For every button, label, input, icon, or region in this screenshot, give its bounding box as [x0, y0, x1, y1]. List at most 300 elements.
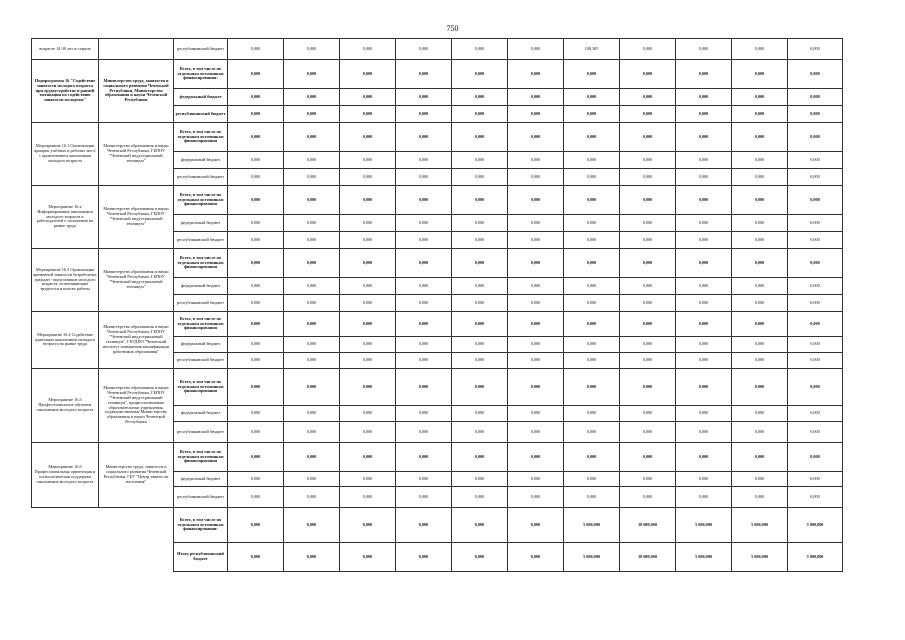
- value-cell: 0,000: [732, 422, 788, 443]
- value-cell: 0,000: [452, 406, 508, 422]
- table-row: [32, 312, 843, 337]
- value-cell: 0,000: [396, 169, 452, 186]
- total-value-cell: 5 000,000: [564, 543, 620, 572]
- value-cell: 0,000: [284, 186, 340, 215]
- value-cell: 0,000: [620, 443, 676, 472]
- value-cell: 0,000: [284, 295, 340, 312]
- value-cell: 0,000: [228, 232, 284, 249]
- value-cell: 0,000: [676, 443, 732, 472]
- value-cell: 0,000: [284, 106, 340, 123]
- value-cell: 0,000: [788, 406, 843, 422]
- total-value-cell: 10 000,000: [620, 543, 676, 572]
- value-cell: 0,000: [396, 89, 452, 106]
- funding-source-cell: федеральный бюджет: [174, 406, 228, 422]
- value-cell: 0,000: [564, 60, 620, 89]
- funding-source-cell: Всего, в том числе по отдельным источникам финансирования: [174, 186, 228, 215]
- value-cell: 0,000: [620, 60, 676, 89]
- executor-cell: Министерство образования и науки Чеченской Республики, ГБПОУ "Чеченский индустриальный техникум": [99, 249, 174, 312]
- program-name-cell: Мероприятие 16.3 Организация временной занятости безработных граждан - выпускников молодого возраста, испытывающих трудности в поиске работы: [32, 249, 99, 312]
- value-cell: 0,000: [284, 406, 340, 422]
- value-cell: 0,000: [564, 487, 620, 508]
- value-cell: 0,000: [228, 152, 284, 169]
- funding-source-cell: Всего, в том числе по отдельным источникам финансирования: [174, 369, 228, 406]
- value-cell: 0,000: [284, 369, 340, 406]
- value-cell: 0,000: [228, 422, 284, 443]
- value-cell: 0,000: [676, 369, 732, 406]
- value-cell: 0,000: [452, 312, 508, 337]
- value-cell: 0,000: [452, 215, 508, 232]
- total-value-cell: 0,000: [452, 508, 508, 543]
- table-row: [32, 508, 843, 543]
- value-cell: 0,000: [452, 169, 508, 186]
- value-cell: 0,000: [396, 312, 452, 337]
- total-value-cell: 5 000,000: [732, 543, 788, 572]
- value-cell: 0,000: [340, 249, 396, 278]
- value-cell: 0,000: [284, 152, 340, 169]
- value-cell: 0,000: [508, 106, 564, 123]
- value-cell: 0,000: [508, 60, 564, 89]
- total-value-cell: 0,000: [396, 543, 452, 572]
- value-cell: 0,000: [732, 487, 788, 508]
- value-cell: 0,000: [228, 337, 284, 353]
- value-cell: 0,000: [284, 278, 340, 295]
- value-cell: 0,000: [732, 312, 788, 337]
- value-cell: 0,000: [228, 123, 284, 152]
- value-cell: 0,000: [508, 152, 564, 169]
- value-cell: 0,000: [228, 443, 284, 472]
- funding-source-cell: республиканский бюджет: [174, 422, 228, 443]
- value-cell: 0,000: [508, 215, 564, 232]
- value-cell: 0,000: [620, 278, 676, 295]
- value-cell: 0,000: [340, 295, 396, 312]
- value-cell: 0,000: [396, 186, 452, 215]
- funding-source-cell: Всего, в том числе по отдельным источникам финансирования: [174, 123, 228, 152]
- total-value-cell: 10 000,000: [620, 508, 676, 543]
- total-value-cell: 0,000: [508, 543, 564, 572]
- value-cell: 0,000: [508, 123, 564, 152]
- value-cell: 0,000: [452, 472, 508, 487]
- value-cell: 0,000: [396, 249, 452, 278]
- value-cell: 0,000: [788, 422, 843, 443]
- funding-source-cell: федеральный бюджет: [174, 472, 228, 487]
- value-cell: 0,000: [284, 487, 340, 508]
- value-cell: 0,000: [620, 369, 676, 406]
- value-cell: 0,000: [788, 487, 843, 508]
- value-cell: 0,000: [396, 106, 452, 123]
- value-cell: 0,000: [396, 232, 452, 249]
- value-cell: 0,000: [788, 123, 843, 152]
- value-cell: 0,000: [508, 406, 564, 422]
- value-cell: 0,000: [508, 312, 564, 337]
- value-cell: 0,000: [228, 369, 284, 406]
- funding-source-cell: республиканский бюджет: [174, 106, 228, 123]
- value-cell: 0,000: [788, 60, 843, 89]
- value-cell: 0,000: [620, 487, 676, 508]
- value-cell: 0,000: [396, 406, 452, 422]
- value-cell: 0,000: [676, 295, 732, 312]
- value-cell: 0,000: [284, 215, 340, 232]
- funding-source-cell: республиканский бюджет: [174, 295, 228, 312]
- table-row: [32, 123, 843, 152]
- program-name-cell: Мероприятие 16.5 Профессиональное обучение школьников молодого возраста: [32, 369, 99, 443]
- value-cell: 0,000: [620, 39, 676, 60]
- value-cell: 0,000: [284, 249, 340, 278]
- table-row: [32, 186, 843, 215]
- value-cell: 0,000: [340, 152, 396, 169]
- value-cell: 0,000: [564, 472, 620, 487]
- value-cell: 0,000: [732, 60, 788, 89]
- program-name-cell: Мероприятие 16.2 Информирование школьников молодого возраста и работодателей о положении на рынке труда: [32, 186, 99, 249]
- value-cell: 0,000: [676, 353, 732, 369]
- value-cell: 0,000: [508, 249, 564, 278]
- value-cell: 0,000: [676, 337, 732, 353]
- funding-source-cell: Всего, в том числе по отдельным источникам финансирования: [174, 312, 228, 337]
- value-cell: 0,000: [228, 472, 284, 487]
- value-cell: 0,000: [732, 215, 788, 232]
- value-cell: 0,000: [396, 422, 452, 443]
- value-cell: 0,000: [620, 337, 676, 353]
- value-cell: 0,000: [228, 89, 284, 106]
- value-cell: 0,000: [396, 295, 452, 312]
- value-cell: 0,000: [732, 353, 788, 369]
- value-cell: 0,000: [788, 312, 843, 337]
- value-cell: 0,000: [620, 215, 676, 232]
- value-cell: 0,000: [788, 369, 843, 406]
- value-cell: 0,000: [228, 295, 284, 312]
- value-cell: 0,000: [564, 337, 620, 353]
- total-value-cell: 5 000,000: [676, 543, 732, 572]
- value-cell: 0,000: [620, 353, 676, 369]
- value-cell: 0,000: [340, 232, 396, 249]
- value-cell: 0,000: [228, 215, 284, 232]
- value-cell: 0,000: [676, 186, 732, 215]
- value-cell: 0,000: [564, 312, 620, 337]
- value-cell: 0,000: [284, 169, 340, 186]
- value-cell: 0,000: [732, 152, 788, 169]
- value-cell: 0,000: [340, 422, 396, 443]
- value-cell: 0,000: [788, 353, 843, 369]
- value-cell: 0,000: [564, 89, 620, 106]
- value-cell: 0,000: [508, 169, 564, 186]
- value-cell: 0,000: [396, 487, 452, 508]
- value-cell: 0,000: [228, 278, 284, 295]
- value-cell: 0,000: [508, 487, 564, 508]
- program-name-cell: Мероприятие 16.4 Содействие адаптации школьников молодого возраста на рынке труда: [32, 312, 99, 369]
- value-cell: 0,000: [228, 249, 284, 278]
- value-cell: 0,000: [340, 369, 396, 406]
- value-cell: 0,000: [676, 39, 732, 60]
- value-cell: 0,000: [564, 169, 620, 186]
- value-cell: 0,000: [452, 443, 508, 472]
- value-cell: 0,000: [676, 106, 732, 123]
- value-cell: 0,000: [788, 295, 843, 312]
- value-cell: 0,000: [732, 39, 788, 60]
- value-cell: 0,000: [508, 278, 564, 295]
- value-cell: 0,000: [676, 312, 732, 337]
- value-cell: 0,000: [788, 278, 843, 295]
- value-cell: 0,000: [508, 369, 564, 406]
- value-cell: 0,000: [564, 369, 620, 406]
- table-row: [32, 369, 843, 406]
- value-cell: 0,000: [564, 406, 620, 422]
- total-value-cell: 0,000: [508, 508, 564, 543]
- value-cell: 0,000: [340, 60, 396, 89]
- value-cell: 0,000: [564, 422, 620, 443]
- value-cell: 0,000: [788, 215, 843, 232]
- value-cell: 0,000: [564, 186, 620, 215]
- total-value-cell: 0,000: [396, 508, 452, 543]
- value-cell: 0,000: [620, 232, 676, 249]
- value-cell: 0,000: [620, 169, 676, 186]
- value-cell: 0,000: [452, 89, 508, 106]
- value-cell: 0,000: [452, 295, 508, 312]
- value-cell: 0,000: [396, 60, 452, 89]
- total-source-cell: Всего, в том числе по отдельным источникам финансирования:: [174, 508, 228, 543]
- value-cell: 0,000: [788, 472, 843, 487]
- executor-cell: Министерство труда, занятости и социального развития Чеченской Республики, ГБУ "Центр занятости населения": [99, 443, 174, 508]
- value-cell: 0,000: [564, 106, 620, 123]
- value-cell: 0,000: [732, 443, 788, 472]
- value-cell: 0,000: [340, 406, 396, 422]
- value-cell: 0,000: [452, 422, 508, 443]
- value-cell: 0,000: [452, 249, 508, 278]
- total-source-cell: Итого республиканский бюджет: [174, 543, 228, 572]
- funding-source-cell: республиканский бюджет: [174, 39, 228, 60]
- executor-cell: Министерство образования и науки Чеченской Республики, ГБПОУ "Чеченский индустриальный техникум": [99, 123, 174, 186]
- value-cell: 0,000: [284, 60, 340, 89]
- value-cell: 0,000: [788, 249, 843, 278]
- funding-source-cell: Всего, в том числе по отдельным источникам финансирования: [174, 443, 228, 472]
- value-cell: 0,000: [452, 369, 508, 406]
- total-value-cell: 5 000,000: [732, 508, 788, 543]
- value-cell: 0,000: [228, 353, 284, 369]
- value-cell: 0,000: [284, 443, 340, 472]
- funding-source-cell: республиканский бюджет: [174, 487, 228, 508]
- value-cell: 0,000: [284, 232, 340, 249]
- table-row: [32, 39, 843, 60]
- value-cell: 0,000: [396, 337, 452, 353]
- value-cell: 0,000: [340, 169, 396, 186]
- value-cell: 0,000: [452, 123, 508, 152]
- value-cell: 0,000: [676, 487, 732, 508]
- value-cell: 0,000: [732, 106, 788, 123]
- value-cell: 0,000: [396, 472, 452, 487]
- total-value-cell: 0,000: [340, 508, 396, 543]
- value-cell: 0,000: [284, 39, 340, 60]
- value-cell: 0,000: [564, 123, 620, 152]
- value-cell: 0,000: [788, 337, 843, 353]
- table-row: [32, 443, 843, 472]
- value-cell: 0,000: [620, 295, 676, 312]
- value-cell: 0,000: [788, 152, 843, 169]
- executor-cell: Министерство образования и науки Чеченской Республики, ГБПОУ "Чеченский индустриальный техникум": [99, 186, 174, 249]
- value-cell: 0,000: [340, 106, 396, 123]
- empty-cell: [32, 508, 174, 543]
- value-cell: 0,000: [676, 123, 732, 152]
- executor-cell: Министерство труда, занятости и социального развития Чеченской Республики, Министерство образования и науки Чеченской Республики: [99, 60, 174, 123]
- value-cell: 0,000: [508, 39, 564, 60]
- value-cell: 0,000: [340, 487, 396, 508]
- value-cell: 0,000: [676, 232, 732, 249]
- value-cell: 0,000: [732, 89, 788, 106]
- total-value-cell: 0,000: [340, 543, 396, 572]
- value-cell: 0,000: [564, 295, 620, 312]
- funding-source-cell: Всего, в том числе по отдельным источникам финансирования:: [174, 60, 228, 89]
- budget-table-body: [32, 39, 843, 572]
- value-cell: 0,000: [620, 472, 676, 487]
- funding-source-cell: федеральный бюджет: [174, 89, 228, 106]
- total-value-cell: 0,000: [228, 543, 284, 572]
- value-cell: 0,000: [732, 337, 788, 353]
- program-name-cell: Подпрограмма 16 "Содействие занятости молодого возраста при трудоустройстве и ранней мотивации по содействию занятости молодежи": [32, 60, 99, 123]
- value-cell: 0,000: [340, 312, 396, 337]
- value-cell: 0,000: [284, 337, 340, 353]
- value-cell: 0,000: [564, 353, 620, 369]
- funding-source-cell: республиканский бюджет: [174, 353, 228, 369]
- executor-cell: Министерство образования и науки Чеченской Республики, ГБПОУ "Чеченский индустриальный техникум", профессиональные образовательные учреждения, подведомственные Министерству образования и науки Чеченской Республики: [99, 369, 174, 443]
- value-cell: 0,000: [620, 106, 676, 123]
- value-cell: 0,000: [564, 215, 620, 232]
- value-cell: 0,000: [564, 278, 620, 295]
- funding-source-cell: федеральный бюджет: [174, 215, 228, 232]
- value-cell: 0,000: [508, 443, 564, 472]
- value-cell: 0,000: [788, 169, 843, 186]
- value-cell: 0,000: [732, 186, 788, 215]
- program-name-cell: Мероприятие 16.1 Организация ярмарок учебных и рабочих мест, с привлечением школьников молодого возраста: [32, 123, 99, 186]
- total-value-cell: 0,000: [452, 543, 508, 572]
- value-cell: 0,000: [340, 186, 396, 215]
- value-cell: 0,000: [452, 232, 508, 249]
- value-cell: 0,000: [508, 472, 564, 487]
- funding-source-cell: федеральный бюджет: [174, 152, 228, 169]
- value-cell: 0,000: [564, 443, 620, 472]
- value-cell: 0,000: [452, 278, 508, 295]
- funding-source-cell: федеральный бюджет: [174, 337, 228, 353]
- value-cell: 0,000: [228, 169, 284, 186]
- value-cell: 0,000: [284, 472, 340, 487]
- funding-source-cell: Всего, в том числе по отдельным источникам финансирования: [174, 249, 228, 278]
- value-cell: 0,000: [228, 39, 284, 60]
- value-cell: 0,000: [396, 278, 452, 295]
- total-value-cell: 5 000,000: [564, 508, 620, 543]
- value-cell: 0,000: [732, 232, 788, 249]
- value-cell: 0,000: [788, 186, 843, 215]
- total-value-cell: 0,000: [284, 543, 340, 572]
- value-cell: 0,000: [564, 249, 620, 278]
- value-cell: 0,000: [452, 186, 508, 215]
- total-value-cell: 5 000,000: [788, 508, 843, 543]
- value-cell: 0,000: [396, 123, 452, 152]
- value-cell: 0,000: [676, 472, 732, 487]
- value-cell: 0,000: [340, 278, 396, 295]
- value-cell: 0,000: [788, 232, 843, 249]
- value-cell: 0,000: [676, 152, 732, 169]
- value-cell: 0,000: [396, 369, 452, 406]
- value-cell: 0,000: [452, 487, 508, 508]
- value-cell: 0,000: [396, 39, 452, 60]
- value-cell: 0,000: [732, 369, 788, 406]
- total-value-cell: 0,000: [284, 508, 340, 543]
- value-cell: 0,000: [620, 406, 676, 422]
- value-cell: 0,000: [620, 312, 676, 337]
- value-cell: 0,000: [228, 406, 284, 422]
- value-cell: 0,000: [788, 89, 843, 106]
- table-row: [32, 60, 843, 89]
- value-cell: 0,000: [452, 60, 508, 89]
- total-value-cell: 0,000: [228, 508, 284, 543]
- funding-source-cell: республиканский бюджет: [174, 232, 228, 249]
- value-cell: 0,000: [788, 106, 843, 123]
- value-cell: 0,000: [396, 443, 452, 472]
- value-cell: 0,000: [228, 312, 284, 337]
- value-cell: 0,000: [284, 422, 340, 443]
- value-cell: 0,000: [620, 249, 676, 278]
- value-cell: 0,000: [340, 443, 396, 472]
- value-cell: 0,000: [340, 89, 396, 106]
- value-cell: 0,000: [452, 106, 508, 123]
- value-cell: 0,000: [732, 249, 788, 278]
- value-cell: 0,000: [452, 152, 508, 169]
- value-cell: 0,000: [732, 406, 788, 422]
- value-cell: 0,000: [340, 353, 396, 369]
- value-cell: 0,000: [564, 232, 620, 249]
- value-cell: 0,000: [396, 353, 452, 369]
- value-cell: 0,000: [340, 215, 396, 232]
- value-cell: 0,000: [676, 278, 732, 295]
- value-cell: 0,000: [620, 89, 676, 106]
- value-cell: 0,000: [228, 60, 284, 89]
- value-cell: 0,000: [732, 278, 788, 295]
- value-cell: 0,000: [228, 186, 284, 215]
- value-cell: 0,000: [340, 337, 396, 353]
- value-cell: 0,000: [508, 295, 564, 312]
- value-cell: 0,000: [676, 422, 732, 443]
- value-cell: 0,000: [620, 186, 676, 215]
- value-cell: 0,000: [452, 337, 508, 353]
- value-cell: 0,000: [676, 215, 732, 232]
- value-cell: 0,000: [732, 169, 788, 186]
- value-cell: 0,000: [620, 152, 676, 169]
- value-cell: 0,000: [508, 422, 564, 443]
- funding-source-cell: республиканский бюджет: [174, 169, 228, 186]
- value-cell: 0,000: [284, 353, 340, 369]
- value-cell: 0,000: [508, 353, 564, 369]
- value-cell: 0,000: [452, 39, 508, 60]
- budget-table: [31, 38, 843, 572]
- value-cell: 0,000: [452, 353, 508, 369]
- value-cell: 0,000: [396, 215, 452, 232]
- value-cell: 0,000: [732, 123, 788, 152]
- value-cell: 0,000: [340, 123, 396, 152]
- value-cell: 0,000: [788, 39, 843, 60]
- value-cell: 0,000: [564, 152, 620, 169]
- value-cell: 0,000: [228, 106, 284, 123]
- total-value-cell: 5 000,000: [788, 543, 843, 572]
- value-cell: 0,000: [340, 472, 396, 487]
- funding-source-cell: федеральный бюджет: [174, 278, 228, 295]
- value-cell: 0,000: [732, 472, 788, 487]
- value-cell: 0,000: [676, 89, 732, 106]
- value-cell: 0,000: [284, 312, 340, 337]
- value-cell: 0,000: [340, 39, 396, 60]
- value-cell: 108,305: [564, 39, 620, 60]
- table-row: [32, 543, 843, 572]
- executor-cell: [99, 39, 174, 60]
- value-cell: 0,000: [284, 123, 340, 152]
- value-cell: 0,000: [676, 169, 732, 186]
- value-cell: 0,000: [676, 406, 732, 422]
- value-cell: 0,000: [508, 337, 564, 353]
